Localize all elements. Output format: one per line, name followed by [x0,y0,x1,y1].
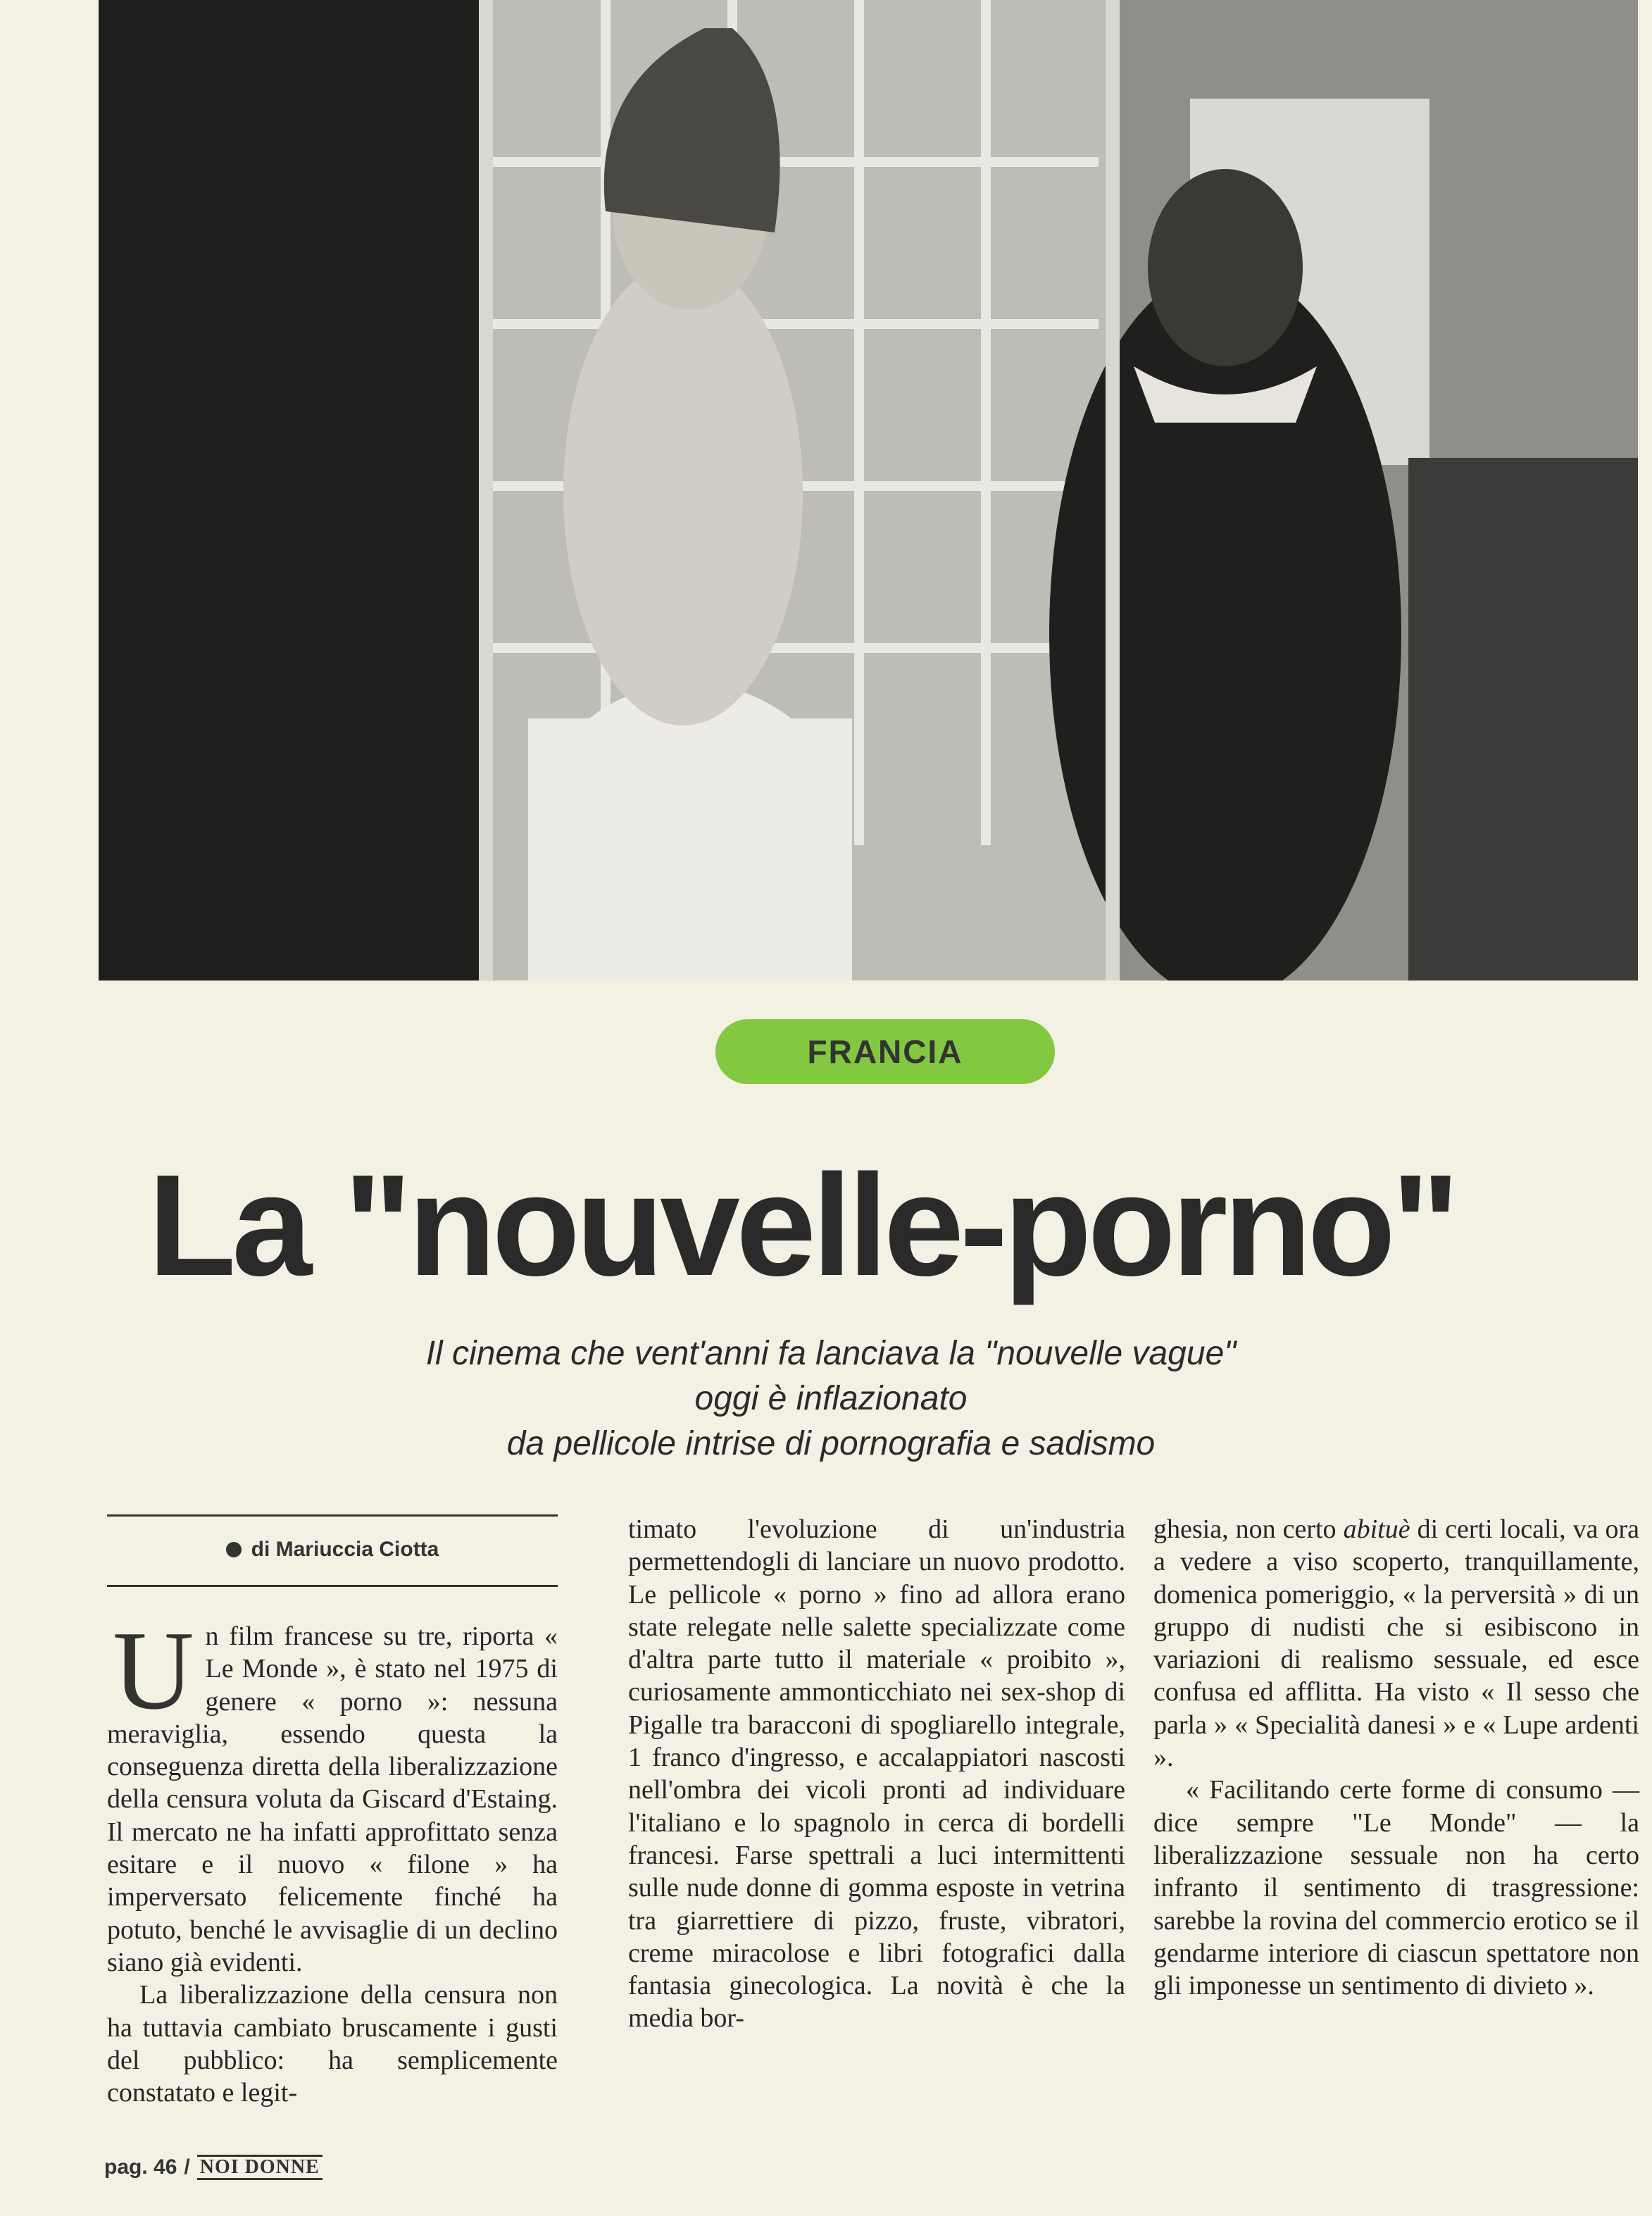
italic-word: abituè [1343,1514,1410,1544]
article-column-3 [1153,1513,1639,2002]
page-footer [104,2150,323,2185]
bullet-icon [226,1542,242,1557]
byline-bottom-rule [107,1585,558,1587]
byline [107,1529,558,1571]
article-photo [99,0,1638,981]
paragraph [1153,1513,1639,1774]
text-run: di certi locali, va ora a vedere a viso scoperto, tranquillamente, domenica pomeriggio, « la perversità » di un gruppo di nudisti che si esibiscono in variazioni di realismo sessuale, ed esce confusa ed afflitta. Ha visto « Il sesso che parla » « Specialità danesi » e « Lupe ardenti ». [1153,1514,1639,1773]
paragraph: « Facilitando certe forme di consumo — dice sempre "Le Monde" — la liberalizzazione sessuale non ha certo infranto il sentimento di trasgressione: sarebbe la rovina del commercio erotico se il gendarme interiore di ciascun spettatore non gli imponesse un sentimento di divieto ». [1153,1775,1639,2001]
drop-cap: U [113,1607,194,1733]
photo-illustration [99,0,1638,981]
magazine-logo: NOI DONNE [197,2155,323,2180]
paragraph: n film francese su tre, riporta « Le Monde », è stato nel 1975 di genere « porno »: nessuna meraviglia, essendo questa la conseguenza diretta della liberalizzazione della censura voluta da Giscard d'Estaing. Il mercato ne ha infatti approfittato senza esitare e il nuovo « filone » ha imperversato felicemente finché ha potuto, benché le avvisaglie di un declino siano già evidenti. [107,1621,558,1977]
subtitle-line: oggi è inflazionato [694,1380,968,1417]
author-name: di Mariuccia Ciotta [251,1538,439,1561]
headline: La "nouvelle-porno" [148,1145,1456,1306]
subtitle-line: da pellicole intrise di pornografia e sadismo [506,1425,1156,1462]
page-number: pag. 46 [104,2155,177,2179]
text-run: ghesia, non certo [1153,1514,1344,1544]
paragraph: La liberalizzazione della censura non ha tuttavia cambiato bruscamente i gusti del pubblico: ha semplicemente constatato e legit- [107,1980,558,2108]
paragraph: timato l'evoluzione di un'industria permettendogli di lanciare un nuovo prodotto. Le pellicole « porno » fino ad allora erano state relegate nelle salette specializzate come d'altra parte tutto il materiale « proibito », curiosamente ammonticchiato nei sex-shop di Pigalle tra baracconi di spogliarello integrale, 1 franco d'ingresso, e accalappiatori nascosti nell'ombra dei vicoli pronti ad individuare l'italiano e lo spagnolo in cerca di bordelli francesi. Farse spettrali a luci intermittenti sulle nude donne di gomma esposte in vetrina tra giarrettiere di pizzo, fruste, vibratori, creme miracolose e libri fotografici dalla fantasia ginecologica. La novità è che la media bor- [628,1514,1125,2034]
article-column-1 [107,1607,558,2109]
byline-top-rule [107,1514,558,1517]
subtitle-line: Il cinema che vent'anni fa lanciava la "nouvelle vague" [425,1335,1237,1372]
footer-separator: / [184,2155,190,2179]
article-column-2 [628,1513,1125,2035]
subtitle [211,1331,1451,1467]
section-tag: FRANCIA [715,1019,1055,1084]
